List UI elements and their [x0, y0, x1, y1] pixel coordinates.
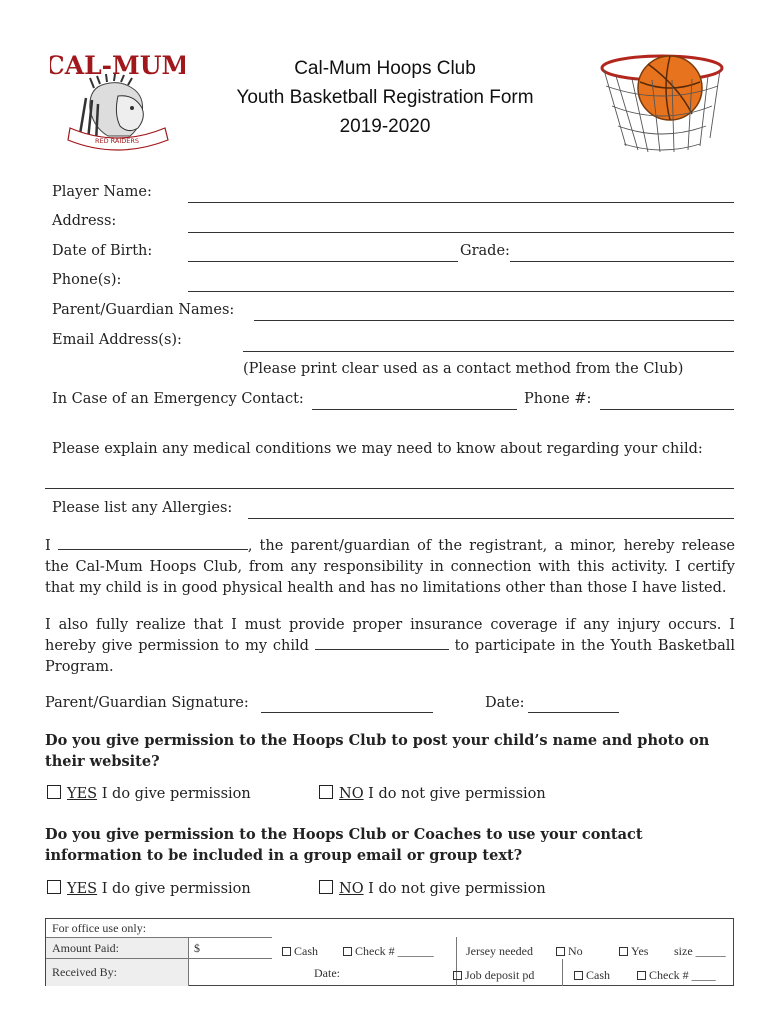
- office-date-label: Date:: [314, 966, 340, 980]
- amount-field[interactable]: [189, 937, 272, 959]
- dob-label: Date of Birth:: [52, 243, 153, 259]
- jersey-label: Jersey needed: [466, 944, 533, 958]
- allergies-label: Please list any Allergies:: [52, 500, 233, 516]
- parent-names-field[interactable]: [254, 320, 734, 321]
- contact-yes-option[interactable]: YES I do give permission: [47, 880, 251, 897]
- jersey-no-option[interactable]: No: [556, 944, 583, 959]
- emergency-phone-label: Phone #:: [524, 391, 592, 407]
- jersey-size-field[interactable]: size _____: [674, 944, 726, 958]
- emergency-phone-field[interactable]: [600, 409, 734, 410]
- release-text: , the parent/guardian of the registrant, a minor, hereby release the Cal-Mum Hoops Club, from any responsibility in connection with this activity. I certify that my child is in good physical health and has no limitations other than those I have listed.: [45, 538, 735, 596]
- logo-banner: RED RAIDERS: [94, 137, 140, 145]
- checkbox-icon[interactable]: [637, 971, 646, 980]
- child-name-field[interactable]: [315, 636, 449, 650]
- checkbox-icon[interactable]: [282, 947, 291, 956]
- contact-no-option[interactable]: NO I do not give permission: [319, 880, 546, 897]
- received-by-cell: [46, 959, 189, 986]
- job-deposit-option[interactable]: Job deposit pd: [453, 968, 534, 983]
- checkbox-icon[interactable]: [319, 785, 333, 799]
- checkbox-icon[interactable]: [319, 880, 333, 894]
- insurance-paragraph: [45, 615, 735, 678]
- sign-date-field[interactable]: [528, 712, 619, 713]
- insurance-text-end: to participate in the Youth Basketball Program.: [45, 638, 735, 675]
- jersey-yes-option[interactable]: Yes: [619, 944, 648, 959]
- address-field[interactable]: [188, 232, 734, 233]
- title-form: Youth Basketball Registration Form: [236, 87, 534, 108]
- amount-paid-cell: [46, 937, 189, 959]
- photo-yes-option[interactable]: YES I do give permission: [47, 785, 251, 802]
- dollar-sign: $: [194, 941, 200, 955]
- signature-field[interactable]: [261, 712, 433, 713]
- emergency-label: In Case of an Emergency Contact:: [52, 391, 304, 407]
- release-i: I: [45, 538, 51, 554]
- email-note: (Please print clear used as a contact method from the Club): [243, 361, 684, 377]
- parent-names-label: Parent/Guardian Names:: [52, 302, 235, 318]
- check-option[interactable]: Check # ______: [343, 944, 434, 959]
- phone-label: Phone(s):: [52, 272, 122, 288]
- basketball-hoop-icon: [596, 46, 728, 154]
- medical-label: Please explain any medical conditions we may need to know about regarding your child:: [52, 441, 703, 457]
- phone-field[interactable]: [188, 291, 734, 292]
- signature-label: Parent/Guardian Signature:: [45, 695, 249, 711]
- player-name-field[interactable]: [188, 202, 734, 203]
- checkbox-icon[interactable]: [47, 785, 61, 799]
- cash-option[interactable]: Cash: [282, 944, 318, 959]
- cash2-option[interactable]: Cash: [574, 968, 610, 983]
- grade-field[interactable]: [510, 261, 734, 262]
- checkbox-icon[interactable]: [574, 971, 583, 980]
- allergies-field[interactable]: [248, 518, 734, 519]
- checkbox-icon[interactable]: [556, 947, 565, 956]
- check2-option[interactable]: Check # ____: [637, 968, 716, 983]
- checkbox-icon[interactable]: [343, 947, 352, 956]
- checkbox-icon[interactable]: [619, 947, 628, 956]
- email-field[interactable]: [243, 351, 734, 352]
- checkbox-icon[interactable]: [453, 971, 462, 980]
- title-season: 2019-2020: [339, 116, 431, 137]
- amount-paid-label: Amount Paid:: [52, 941, 120, 955]
- office-use-box: [45, 918, 734, 986]
- title-club: Cal-Mum Hoops Club: [294, 58, 476, 79]
- received-by-label: Received By:: [52, 965, 117, 979]
- medical-field[interactable]: [45, 488, 734, 489]
- club-logo: [50, 48, 185, 153]
- dob-field[interactable]: [188, 261, 458, 262]
- form-title: [205, 54, 565, 141]
- office-heading: For office use only:: [52, 921, 147, 935]
- sign-date-label: Date:: [485, 695, 525, 711]
- checkbox-icon[interactable]: [47, 880, 61, 894]
- parent-name-field[interactable]: [58, 536, 248, 550]
- address-label: Address:: [52, 213, 117, 229]
- release-paragraph: [45, 536, 735, 599]
- photo-no-option[interactable]: NO I do not give permission: [319, 785, 546, 802]
- photo-permission-question: Do you give permission to the Hoops Club to post your child’s name and photo on their website?: [45, 732, 710, 770]
- grade-label: Grade:: [460, 243, 510, 259]
- contact-permission-question: Do you give permission to the Hoops Club or Coaches to use your contact information to be included in a group email or group text?: [45, 826, 643, 864]
- logo-text: CAL-MUM: [50, 51, 185, 80]
- insurance-text: I also fully realize that I must provide proper insurance coverage if any injury occurs. I hereby give permission to my child: [45, 617, 735, 654]
- emergency-field[interactable]: [312, 409, 517, 410]
- player-name-label: Player Name:: [52, 184, 152, 200]
- email-label: Email Address(s):: [52, 332, 182, 348]
